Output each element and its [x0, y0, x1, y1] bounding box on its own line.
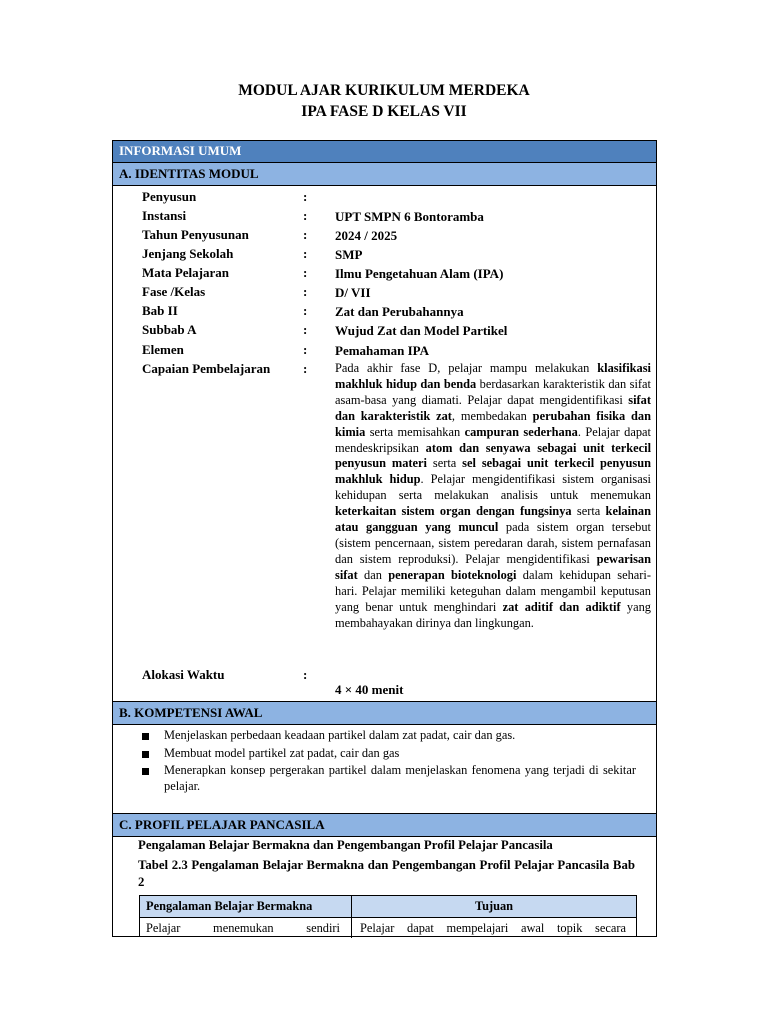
capaian-emphasis: sifat dan karakteristik zat: [335, 392, 651, 423]
bullet-square-icon: [142, 768, 149, 775]
bullet-square-icon: [142, 733, 149, 740]
label-elemen: Elemen: [142, 342, 184, 357]
list-item: [142, 746, 636, 762]
document-title-line-1: MODUL AJAR KURIKULUM MERDEKA: [238, 82, 530, 99]
colon: :: [303, 361, 308, 376]
divider: [113, 836, 656, 837]
label-jenjang-sekolah: Jenjang Sekolah: [142, 246, 234, 261]
colon: :: [303, 322, 308, 337]
capaian-emphasis: sel sebagai unit terkecil penyusun makhluk hidup: [335, 456, 652, 487]
colon: :: [303, 208, 308, 223]
colon: :: [303, 342, 308, 357]
colon: :: [303, 667, 308, 682]
value-bab: Zat dan Perubahannya: [335, 304, 464, 319]
colon: :: [303, 246, 308, 261]
label-alokasi-waktu: Alokasi Waktu: [142, 667, 225, 682]
value-mata-pelajaran: Ilmu Pengetahuan Alam (IPA): [335, 266, 504, 281]
label-bab: Bab II: [142, 303, 178, 318]
capaian-text-segment: berdasarkan karakteristik dan sifat asam-basa yang diamati. Pelajar dapat mengidentifikasi: [335, 376, 651, 407]
table-header-pengalaman: Pengalaman Belajar Bermakna: [146, 899, 313, 913]
capaian-pembelajaran-text: [335, 361, 651, 631]
divider: [113, 724, 656, 725]
capaian-emphasis: campuran sederhana: [464, 424, 578, 439]
capaian-text-segment: . Pelajar mengidentifikasi sistem organisasi kehidupan serta melakukan analisis untuk menemukan: [335, 472, 651, 503]
value-subbab: Wujud Zat dan Model Partikel: [335, 323, 508, 338]
capaian-text-segment: Pada akhir fase D, pelajar mampu melakukan: [335, 361, 598, 375]
capaian-text-segment: serta: [426, 456, 463, 471]
capaian-text-segment: . Pelajar dapat mendeskripsikan: [335, 424, 652, 455]
capaian-emphasis: penerapan bioteknologi: [388, 567, 517, 582]
list-item-text: Membuat model partikel zat padat, cair dan gas: [164, 745, 400, 760]
capaian-emphasis: pewarisan sifat: [335, 551, 651, 582]
document-title-line-2: IPA FASE D KELAS VII: [301, 103, 467, 120]
label-subbab: Subbab A: [142, 322, 197, 337]
capaian-emphasis: klasifikasi makhluk hidup dan benda: [335, 361, 651, 391]
label-fase-kelas: Fase /Kelas: [142, 284, 206, 299]
value-instansi: UPT SMPN 6 Bontoramba: [335, 209, 484, 224]
label-instansi: Instansi: [142, 208, 187, 223]
bullet-square-icon: [142, 751, 149, 758]
capaian-text-segment: yang membahayakan dirinya dan lingkungan.: [335, 599, 651, 630]
capaian-text-segment: dan: [357, 567, 389, 582]
colon: :: [303, 265, 308, 280]
value-jenjang-sekolah: SMP: [335, 247, 363, 262]
capaian-emphasis: zat aditif dan adiktif: [502, 599, 621, 614]
kompetensi-awal-list: [142, 728, 636, 796]
table-cell-pengalaman: Pelajar menemukan sendiri: [146, 921, 340, 935]
label-penyusun: Penyusun: [142, 189, 197, 204]
colon: :: [303, 284, 308, 299]
capaian-text-segment: serta: [571, 504, 606, 519]
divider: [113, 185, 656, 186]
colon: :: [303, 189, 308, 204]
capaian-text-segment: , membedakan: [451, 408, 533, 423]
list-item-text: Menjelaskan perbedaan keadaan partikel dalam zat padat, cair dan gas.: [164, 728, 516, 742]
capaian-text-segment: serta memisahkan: [365, 424, 465, 439]
value-tahun-penyusunan: 2024 / 2025: [335, 228, 398, 243]
informasi-umum-header: INFORMASI UMUM: [113, 141, 656, 162]
list-item: [142, 728, 636, 744]
kompetensi-awal-header: B. KOMPETENSI AWAL: [113, 702, 656, 724]
value-fase-kelas: D/ VII: [335, 285, 371, 300]
list-item: [142, 763, 636, 794]
identitas-modul-header: A. IDENTITAS MODUL: [113, 163, 656, 185]
label-tahun-penyusunan: Tahun Penyusunan: [142, 227, 249, 242]
capaian-text-segment: pada sistem organ tersebut (sistem pencernaan, sistem peredaran darah, sistem pernafasan dan sistem reproduksi). Pelajar mengidentifikasi: [335, 520, 651, 566]
table-header-tujuan: Tujuan: [474, 899, 514, 913]
table-caption: Tabel 2.3 Pengalaman Belajar Bermakna dan Pengembangan Profil Pelajar Pancasila Bab 2: [138, 858, 635, 889]
profil-pelajar-pancasila-header: C. PROFIL PELAJAR PANCASILA: [113, 814, 656, 836]
pengalaman-belajar-table: [139, 895, 637, 937]
colon: :: [303, 227, 308, 242]
label-capaian-pembelajaran: Capaian Pembelajaran: [142, 361, 271, 376]
list-item-text: Menerapkan konsep pergerakan partikel dalam menjelaskan fenomena yang terjadi di sekitar pelajar.: [164, 763, 636, 793]
label-mata-pelajaran: Mata Pelajaran: [142, 265, 230, 280]
capaian-text-segment: dalam kehidupan sehari-hari. Pelajar memiliki keteguhan dalam mengambil keputusan yang benar untuk menghindari: [335, 567, 651, 614]
capaian-emphasis: keterkaitan sistem organ dengan fungsinya: [335, 504, 572, 519]
table-cell-tujuan: Pelajar dapat mempelajari awal topik secara: [360, 921, 626, 935]
capaian-emphasis: kelainan atau gangguan yang muncul: [335, 504, 651, 535]
value-alokasi-waktu: 4 × 40 menit: [335, 682, 404, 697]
value-elemen: Pemahaman IPA: [335, 343, 430, 358]
colon: :: [303, 303, 308, 318]
profil-subtitle: Pengalaman Belajar Bermakna dan Pengembangan Profil Pelajar Pancasila: [138, 838, 553, 852]
capaian-emphasis: atom dan senyawa sebagai unit terkecil penyusun materi: [335, 440, 652, 471]
capaian-emphasis: perubahan fisika dan kimia: [335, 408, 651, 439]
